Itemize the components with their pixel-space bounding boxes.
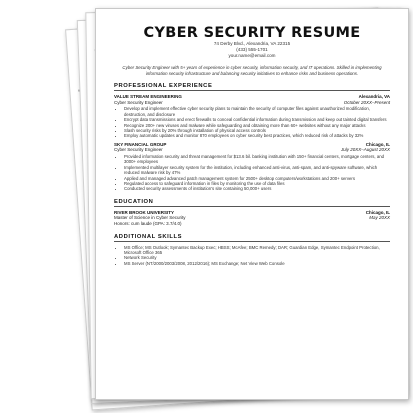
contact-address: 74 Derby Blvd., Alexandria, VA 22315 [213,41,291,46]
job-dates: October 20XX–Present [343,99,390,105]
skills-section [114,234,390,267]
school-name: RIVER BROOK UNIVERSITY [114,209,175,215]
education-section [114,199,390,227]
job-bullet: • Slash security risks by 20% through installation of physical access controls [124,128,390,133]
job-company: VALUE STREAM ENGINEERING [114,94,182,100]
skills-list [114,245,390,267]
school-location: Chicago, IL [365,209,390,215]
job-location: Alexandria, VA [358,94,390,100]
job-entry [114,94,390,139]
job-bullet: • Provided information security and threat management for $13.6 bil. banking institution with 150+ financial centers, mortgage centers, and 3000+ employees [124,154,390,165]
job-bullet: • Recognize 200+ new viruses and malware while safeguarding and obtaining more than 60+ websites without any major attacks [124,123,390,128]
experience-heading: PROFESSIONAL EXPERIENCE [114,83,390,91]
resume-page [95,8,409,400]
contact-phone: (433) 555-1701 [236,47,268,52]
job-bullet: • Employ automatic updates and monitor 870 employees on cyber security best practices, which reduced risk of attacks by 32% [124,133,390,138]
job-bullet: • Implemented multilayer security system for the institution, including enhanced anti-virus, anti-spam, and anti-spyware software, which reduced malware risk by 47% [124,165,390,176]
job-bullet: • Applied and managed advanced patch management system for 2500+ desktop computers/workstations and 200+ servers [124,176,390,181]
summary: Cyber Security Engineer with 5+ years of experience in cyber security, information security, and IT operations. Skilled in implementing information security infrastructure and balancing security initiatives to enhance risks and business operations. [122,65,382,76]
skill-item: • MS Server (NT/2000/2003/2008, 2012/2016); MS Exchange; Net View Web Console [124,261,390,266]
contact-email: your.name@email.com [228,53,276,58]
honors: Honors: cum laude (GPA: 3.7/4.0) [114,221,182,227]
skills-heading: ADDITIONAL SKILLS [114,234,390,242]
job-bullet: • Conducted security assessments of institution's site containing 50,000+ users [124,186,390,191]
job-bullets [114,154,390,192]
job-bullets [114,106,390,138]
experience-section [114,83,390,192]
skill-item: • MS Office; MS Outlook; Symantec Backup Exec; HBSS; McAfee; BMC Remedy; DAR; Guardian Edge, Symantec Endpoint Protection, Microsoft Office 365 [124,245,390,256]
job-company: SKY FINANCIAL GROUP [114,141,167,147]
job-dates: July 20XX–August 20XX [340,147,390,153]
job-bullet: • Encrypt data transmissions and erect firewalls to conceal confidential information during transmission and keep out tainted digital transfers [124,117,390,122]
degree: Master of Science in Cyber Security [114,215,186,221]
resume-title: CYBER SECURITY RESUME [143,25,361,41]
education-heading: EDUCATION [114,199,390,207]
skill-item: • Network Security [124,255,390,260]
job-position: Cyber Security Engineer [114,147,163,153]
graduation-date: May 20XX [369,215,390,221]
job-bullet: • Develop and implement effective cyber security plans to maintain the security of computer files against unauthorized modification, destruction, and disclosure [124,106,390,117]
job-position: Cyber Security Engineer [114,99,163,105]
job-location: Chicago, IL [365,141,390,147]
job-bullet: • Regulated access to safeguard information in files by monitoring the use of data files [124,181,390,186]
job-entry [114,142,390,192]
